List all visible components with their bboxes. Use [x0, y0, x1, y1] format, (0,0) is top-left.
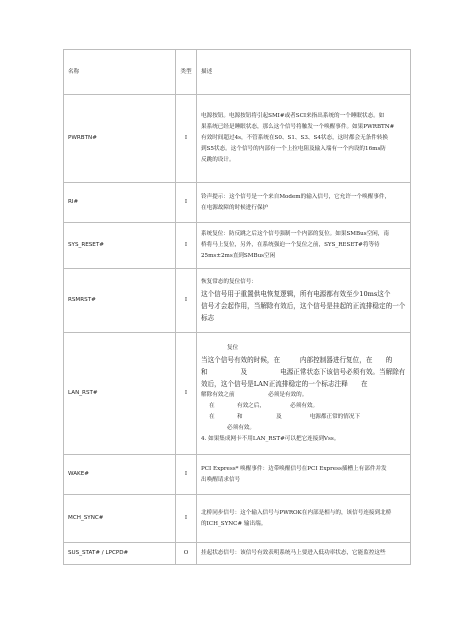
desc-line: PCI Express* 唤醒事件：边带唤醒信号在PCI Express插槽上有部件并发 [201, 465, 387, 472]
table-row [64, 183, 411, 223]
desc-line: 4. 如果集成网卡不用LAN_RST#可以把它连接到Vss。 [201, 435, 340, 442]
desc-line: 在电源故障的时候进行保护 [201, 204, 269, 211]
signal-name: PWRBTN# [64, 95, 176, 183]
desc-line: 当这个信号有效的时候，在 内部控制器进行复位，在 的 [201, 355, 393, 364]
desc-line: 必须有效。 [227, 424, 255, 431]
desc-line: 铃声提示：这个信号是一个来自Modem的输入信号，它允许一个唤醒事件， [201, 193, 391, 200]
desc-line: 北桥同步信号：这个输入信号与PWROK在内部是相与的，该信号连接到北桥 [201, 509, 392, 516]
signal-name: WAKE# [64, 455, 176, 495]
desc-line: 这个信号用于重置供电恢复逻辑，所有电源都有效至少10ms这个 [201, 290, 391, 298]
signal-type: I [176, 495, 197, 543]
signal-name: LAN_RST# [64, 333, 176, 455]
desc-line: 挂起状态信号：该信号有效表明系统马上要进入低功率状态，它能监控这些 [201, 550, 386, 556]
table-row [64, 455, 411, 495]
desc-line: 恢复常态的复位信号： [201, 279, 257, 285]
desc-line: 桥将马上复位，另外，在系统强迫一个复位之前，SYS_RESET#将等待 [201, 242, 380, 248]
signal-type: I [176, 95, 197, 183]
desc-line: 的ICH_SYNC# 输出端。 [201, 520, 267, 527]
desc-line: 在 和 及 电源都正常的情况下 [209, 413, 361, 420]
signal-type: I [176, 455, 197, 495]
signal-type: O [176, 543, 197, 565]
signal-table [63, 49, 411, 565]
desc-line: 解除有效之前 必须是有效的。 [201, 391, 308, 398]
table-header-row [64, 50, 411, 95]
signal-type: I [176, 269, 197, 333]
desc-line: 到S5状态。这个信号的内部有一个上拉电阻及输入端有一个内设的16ms防 [201, 146, 386, 152]
desc-line: 复位 [227, 344, 239, 351]
signal-description [197, 543, 411, 565]
signal-type: I [176, 183, 197, 223]
signal-description [197, 223, 411, 269]
desc-line: 信号才会起作用，当解除有效后，这个信号是挂起的正流排稳定的一个 [201, 302, 406, 310]
desc-line: 在 有效之后， 必须有效。 [209, 402, 319, 409]
desc-line: 系统复位：防反跳之后这个信号强制一个内部的复位。如果SMBus空闲，南 [201, 231, 389, 237]
signal-description [197, 333, 411, 455]
signal-description [197, 95, 411, 183]
table-row [64, 333, 411, 455]
table-row [64, 269, 411, 333]
desc-line: 反跳的设计。 [201, 157, 235, 163]
header-desc: 描述 [197, 50, 411, 95]
desc-line: 和 及 电源正常状态下该信号必须有效。当解除有 [201, 367, 406, 376]
table-row [64, 495, 411, 543]
table-row [64, 95, 411, 183]
signal-description [197, 269, 411, 333]
desc-line: 标志 [201, 314, 215, 322]
signal-description [197, 183, 411, 223]
signal-description [197, 455, 411, 495]
signal-type: I [176, 333, 197, 455]
header-type: 类型 [176, 50, 197, 95]
signal-name: RI# [64, 183, 176, 223]
desc-line: 果系统已经是睡眠状态，那么这个信号将触发一个唤醒事件。如果PWRBTN# [201, 124, 395, 130]
desc-line: 25ms±2ms直到SMBus空闲 [201, 253, 276, 259]
desc-line: 效后，这个信号是LAN正流排稳定的一个标志注释 在 [201, 379, 368, 388]
table-row [64, 223, 411, 269]
desc-line: 有效时间超过4s，不管系统在S0、S1、S3、S4状态，这时都会无条件转换 [201, 135, 389, 141]
signal-description [197, 495, 411, 543]
header-name: 名称 [64, 50, 176, 95]
desc-line: 电源按钮。电源按钮将引起SMI#或者SCI来指出系统的一个睡眠状态。如 [201, 113, 385, 119]
signal-type: I [176, 223, 197, 269]
signal-name: SYS_RESET# [64, 223, 176, 269]
desc-line: 出唤醒请求信号 [201, 476, 241, 483]
signal-name: SUS_STAT# / LPCPD# [64, 543, 176, 565]
table-row [64, 543, 411, 565]
signal-name: RSMRST# [64, 269, 176, 333]
signal-name: MCH_SYNC# [64, 495, 176, 543]
